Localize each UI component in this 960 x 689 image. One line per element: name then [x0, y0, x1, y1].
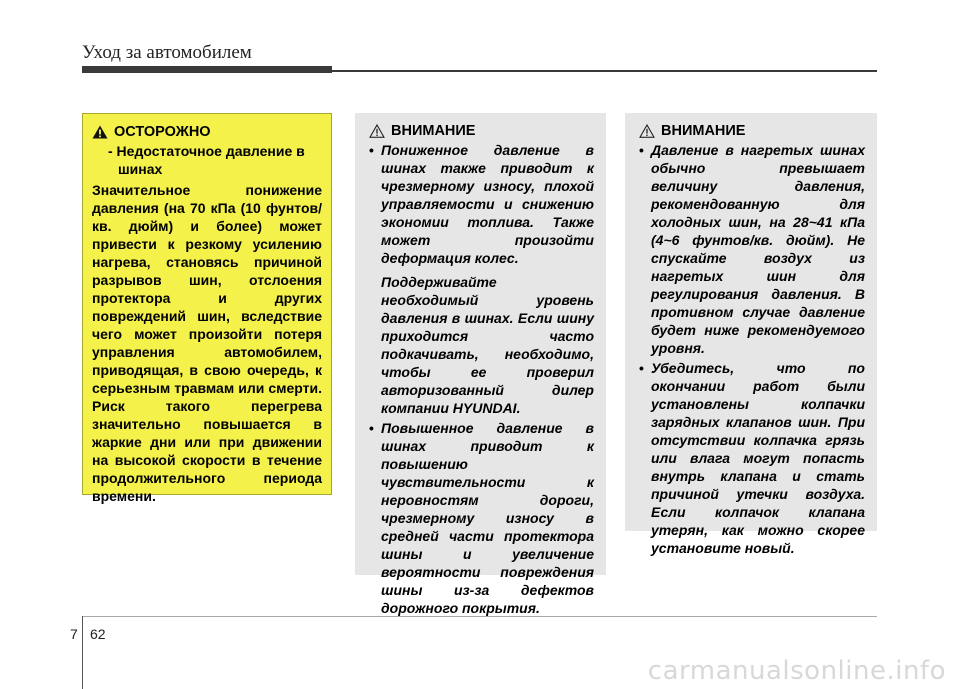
section-title: Уход за автомобилем [82, 42, 252, 63]
warning-triangle-outline-icon [369, 124, 385, 138]
footer-rule [82, 616, 877, 617]
caution-header [92, 123, 322, 141]
list-item: • Убедитесь, что по окончании работ были установлены колпачки зарядных клапанов шин. При отсутствии колпачка грязь или влага могут попасть внутрь клапана и стать причиной утечки воздуха. Если колпачок клапана утерян, как можно скорее установите новый. [639, 359, 865, 557]
header-rule-thin [332, 70, 877, 72]
notice-list-1 [369, 141, 594, 617]
notice-title-1: ВНИМАНИЕ [391, 123, 476, 139]
notice-box-1 [355, 113, 606, 616]
header-rule-thick [82, 66, 332, 73]
warning-triangle-outline-icon [639, 124, 655, 138]
warning-triangle-icon [92, 125, 108, 139]
watermark: carmanualsonline.info [647, 656, 946, 686]
notice-list-2 [639, 141, 865, 557]
caution-subtitle: - Недостаточное давление в шинах [108, 143, 305, 177]
caution-title: ОСТОРОЖНО [114, 124, 211, 140]
list-item: • Повышенное давление в шинах приводит к повышению чувствительности к неровностям дороги, чрезмерному износу в средней части протектора шины и увеличение вероятности повреждения шины из-за дефектов дорожного покрытия. [369, 419, 594, 617]
page-number: 62 [90, 626, 106, 642]
notice-box-2 [625, 113, 877, 556]
notice-header-2 [639, 122, 865, 140]
notice-followup: Поддерживайте необходимый уровень давления в шинах. Если шину приходится часто подкачивать, необходимо, чтобы ее проверил авторизованный дилер компании HYUNDAI. [381, 274, 594, 416]
caution-body: Значительное понижение давления (на 70 кПа (10 фунтов/кв. дюйм) и более) может привести к резкому усилению нагрева, становясь причиной разрывов шин, отслоения протектора и других повреждений шин, вследствие чего может произойти потеря управления автомобилем, приводящая, в свою очередь, к серьезным травмам или смерти. Риск такого перегрева значительно повышается в жаркие дни или при движении на высокой скорости в течение продолжительного периода времени. [92, 182, 322, 504]
caution-box [82, 113, 332, 504]
footer-divider [82, 616, 83, 689]
list-item: • Пониженное давление в шинах также приводит к чрезмерному износу, плохой управляемости и снижению экономии топлива. Также может произойти деформация колес. Поддерживайте необходимый уровень давления в шинах. Если шину приходится часто подкачивать, необходимо, чтобы ее проверил авторизованный дилер компании HYUNDAI. [369, 141, 594, 417]
notice-header-1 [369, 122, 594, 140]
chapter-number: 7 [70, 626, 78, 642]
list-item: • Давление в нагретых шинах обычно превышает величину давления, рекомендованную для холодных шин, на 28~41 кПа (4~6 фунтов/кв. дюйм). Не спускайте воздух из нагретых шин для регулирования давления. В противном случае давление будет ниже рекомендуемого уровня. [639, 141, 865, 357]
notice-title-2: ВНИМАНИЕ [661, 123, 746, 139]
